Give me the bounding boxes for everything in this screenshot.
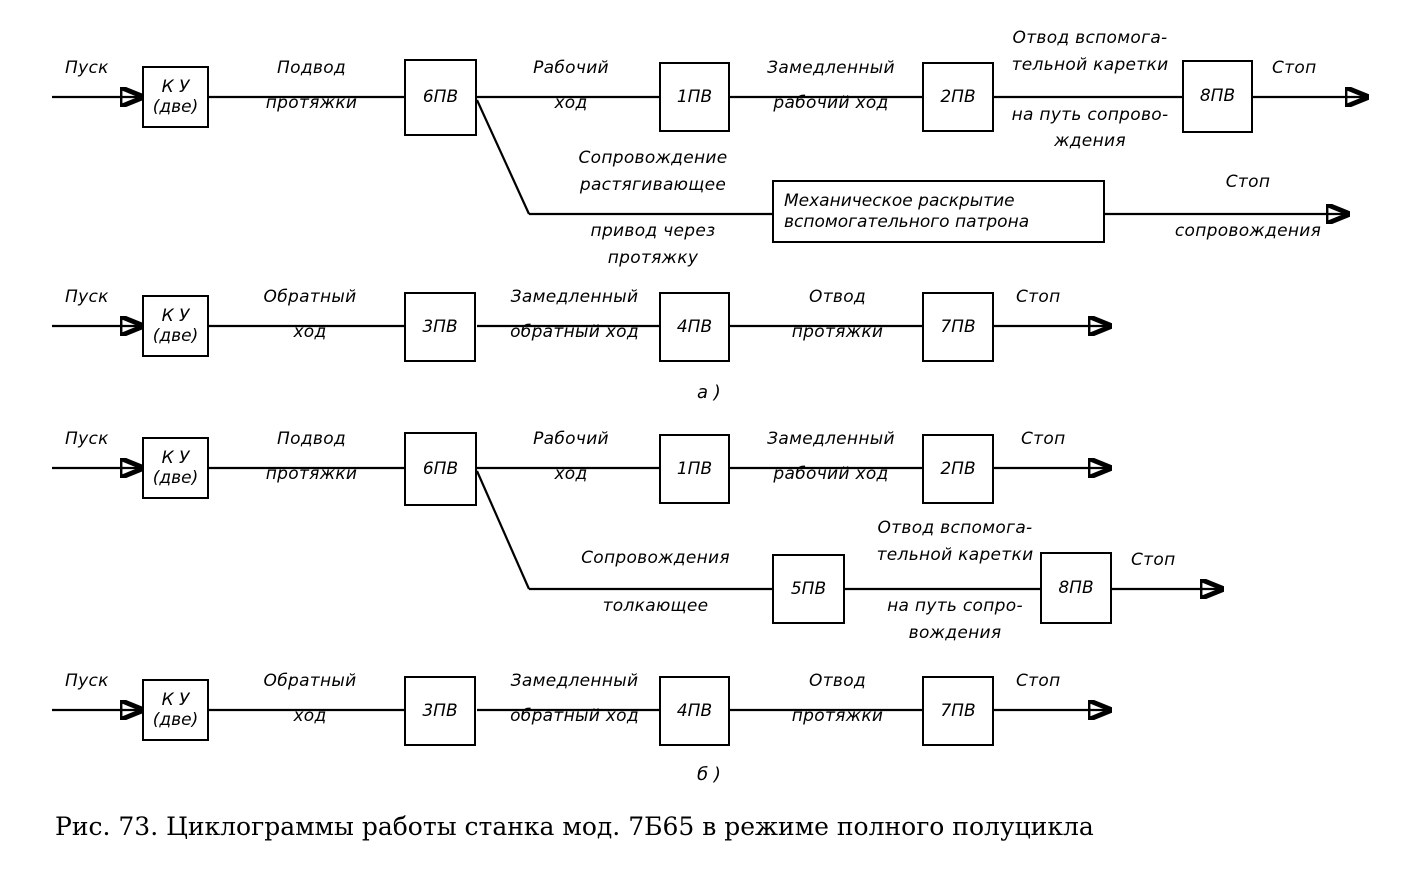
ku-box-line1: К У — [161, 305, 190, 326]
edge-label-b3-3-line2: протяжки — [791, 706, 884, 726]
edge-label-a1-1-line1: Подвод — [277, 58, 346, 78]
3pv-box-b3 — [404, 676, 476, 746]
edge-label-b2-line4: вождения — [908, 623, 1002, 643]
edge-label-a3-1-line1: Обратный — [263, 287, 357, 307]
2pv-box-b1 — [922, 434, 994, 504]
ku-box-line1: К У — [161, 447, 190, 468]
end-label-a2-line2: сопровождения — [1174, 221, 1322, 241]
edge-label-a3-2-line1: Замедленный — [510, 287, 639, 307]
edge-label-b1-3-line2: рабочий ход — [773, 464, 889, 484]
start-label-a1: Пуск — [65, 58, 109, 78]
1pv-box-label: 1ПВ — [676, 458, 713, 479]
ku-box-b1 — [142, 437, 209, 499]
3pv-box-a3 — [404, 292, 476, 362]
edge-label-a3-2-line2: обратный ход — [510, 322, 639, 342]
sub-label-b: б ) — [697, 764, 721, 785]
ku-box-line2: (две) — [152, 710, 199, 730]
ku-box-a1 — [142, 66, 209, 128]
8pv-box-label: 8ПВ — [1199, 86, 1236, 107]
8pv-box-b2 — [1040, 552, 1112, 624]
edge-label-a3-3-line2: протяжки — [791, 322, 884, 342]
4pv-box-a3 — [659, 292, 730, 362]
branch-label-b2-line1: Сопровождения — [581, 548, 730, 568]
edge-label-a1-3-line1: Замедленный — [767, 58, 895, 78]
edge-label-a3-1-line2: ход — [293, 322, 327, 342]
ku-box-line2: (две) — [152, 97, 199, 117]
edge-label-b1-1-line2: протяжки — [265, 464, 358, 484]
edge-label-b1-2-line2: ход — [554, 464, 588, 484]
edge-label-b3-2-line2: обратный ход — [510, 706, 639, 726]
3pv-box-label: 3ПВ — [422, 700, 458, 721]
2pv-box-label: 2ПВ — [940, 458, 976, 479]
ku-box-line2: (две) — [152, 326, 199, 346]
ku-box-line1: К У — [161, 76, 190, 97]
end-label-a2-line1: Стоп — [1225, 172, 1271, 192]
2pv-box-label: 2ПВ — [940, 86, 976, 107]
8pv-box-label: 8ПВ — [1058, 577, 1094, 598]
6pv-box-label: 6ПВ — [422, 458, 459, 479]
2pv-box-a1 — [922, 62, 994, 132]
end-label-b2: Стоп — [1131, 550, 1176, 570]
4pv-box-label: 4ПВ — [676, 316, 713, 337]
branch-label-a2-line3: привод через — [590, 221, 716, 241]
branch-label-b2-line2: толкающее — [602, 596, 709, 616]
edge-label-b3-3-line1: Отвод — [809, 671, 866, 691]
1pv-box-label: 1ПВ — [676, 86, 713, 107]
6pv-box-a1 — [404, 59, 477, 136]
5pv-box-b2 — [772, 554, 845, 624]
mech-open-box-line1: Механическое раскрытие — [784, 191, 1015, 212]
edge-label-a1-2-line2: ход — [554, 93, 588, 113]
edge-label-a1-3-line2: рабочий ход — [773, 93, 889, 113]
edge-label-a3-3-line1: Отвод — [809, 287, 866, 307]
edge-label-b3-1-line1: Обратный — [263, 671, 357, 691]
edge-label-a1-4-line1: Отвод вспомога- — [1012, 28, 1168, 48]
4pv-box-label: 4ПВ — [676, 700, 713, 721]
start-label-a3: Пуск — [65, 287, 109, 307]
mech-open-box-a2 — [772, 180, 1105, 243]
7pv-box-label: 7ПВ — [940, 700, 976, 721]
edge-label-b1-1-line1: Подвод — [277, 429, 346, 449]
8pv-box-a1 — [1182, 60, 1253, 133]
6pv-box-b1 — [404, 432, 477, 506]
5pv-box-label: 5ПВ — [790, 578, 827, 599]
edge-label-a1-1-line2: протяжки — [265, 93, 358, 113]
branch-label-a2-line2: растягивающее — [579, 175, 727, 195]
sub-label-a: а ) — [697, 382, 721, 403]
ku-box-b3 — [142, 679, 209, 741]
edge-label-b1-2-line1: Рабочий — [533, 429, 609, 449]
start-label-b3: Пуск — [65, 671, 109, 691]
edge-label-b2-line1: Отвод вспомога- — [877, 518, 1033, 538]
mech-open-box-line2: вспомогательного патрона — [784, 211, 1030, 232]
edge-label-b2-line2: тельной каретки — [876, 545, 1034, 565]
edge-label-b3-2-line1: Замедленный — [510, 671, 639, 691]
edge-label-a1-2-line1: Рабочий — [533, 58, 609, 78]
edge-label-b1-3-line1: Замедленный — [767, 429, 895, 449]
branch-label-a2-line4: протяжку — [607, 248, 699, 268]
7pv-box-label: 7ПВ — [940, 316, 976, 337]
ku-box-line1: К У — [161, 689, 190, 710]
ku-box-line2: (две) — [152, 468, 199, 488]
ku-box-a3 — [142, 295, 209, 357]
start-label-b1: Пуск — [65, 429, 109, 449]
end-label-a3: Стоп — [1016, 287, 1061, 307]
edge-label-b2-line3: на путь сопро- — [887, 596, 1023, 616]
edge-label-a1-4-line3: на путь сопрово- — [1011, 105, 1169, 125]
6pv-box-label: 6ПВ — [422, 87, 459, 108]
4pv-box-b3 — [659, 676, 730, 746]
1pv-box-a1 — [659, 62, 730, 132]
figure-caption: Рис. 73. Циклограммы работы станка мод. 7Б65 в режиме полного полуцикла — [55, 812, 1094, 841]
7pv-box-b3 — [922, 676, 994, 746]
end-label-a1: Стоп — [1272, 58, 1317, 78]
3pv-box-label: 3ПВ — [422, 316, 458, 337]
7pv-box-a3 — [922, 292, 994, 362]
edge-label-a1-4-line4: ждения — [1054, 131, 1126, 151]
end-label-b1: Стоп — [1021, 429, 1066, 449]
1pv-box-b1 — [659, 434, 730, 504]
edge-label-b3-1-line2: ход — [293, 706, 327, 726]
end-label-b3: Стоп — [1016, 671, 1061, 691]
edge-label-a1-4-line2: тельной каретки — [1011, 55, 1169, 75]
branch-label-a2-line1: Сопровождение — [578, 148, 728, 168]
